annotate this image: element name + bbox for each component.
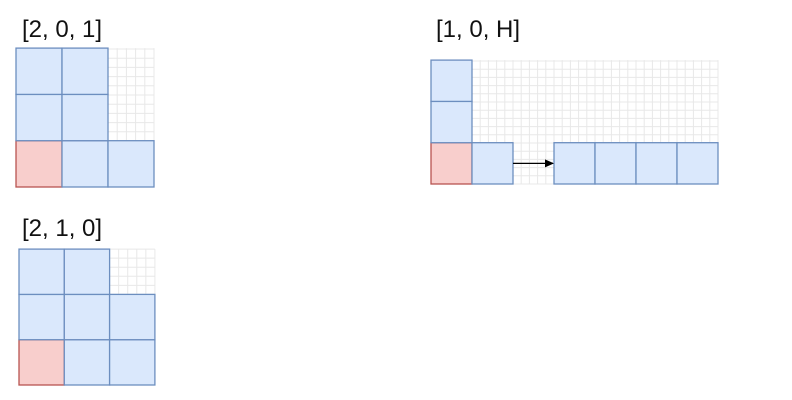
block-cell: [16, 94, 62, 140]
block-cell: [64, 249, 109, 294]
block-cell: [62, 94, 108, 140]
block-cell: [62, 141, 108, 187]
origin-cell: [16, 141, 62, 187]
block-cell: [19, 294, 64, 339]
block-cell: [62, 48, 108, 94]
figure-3-label: [2, 1, 0]: [22, 215, 103, 242]
block-cell: [108, 141, 154, 187]
block-cell: [19, 249, 64, 294]
block-cell: [431, 60, 472, 101]
origin-cell: [431, 143, 472, 184]
figure-3: [19, 249, 155, 385]
block-cell: [431, 101, 472, 142]
block-cell: [636, 143, 677, 184]
block-cell: [64, 340, 109, 385]
block-cell: [595, 143, 636, 184]
block-cell: [554, 143, 595, 184]
figure-1-label: [2, 0, 1]: [22, 16, 103, 43]
block-cell: [110, 340, 155, 385]
figure-2: [431, 60, 718, 184]
block-cell: [64, 294, 109, 339]
figure-2-label: [1, 0, H]: [436, 16, 521, 43]
origin-cell: [19, 340, 64, 385]
block-cell: [110, 294, 155, 339]
figure-1: [16, 48, 154, 187]
block-cell: [472, 143, 513, 184]
block-cell: [16, 48, 62, 94]
block-cell: [677, 143, 718, 184]
